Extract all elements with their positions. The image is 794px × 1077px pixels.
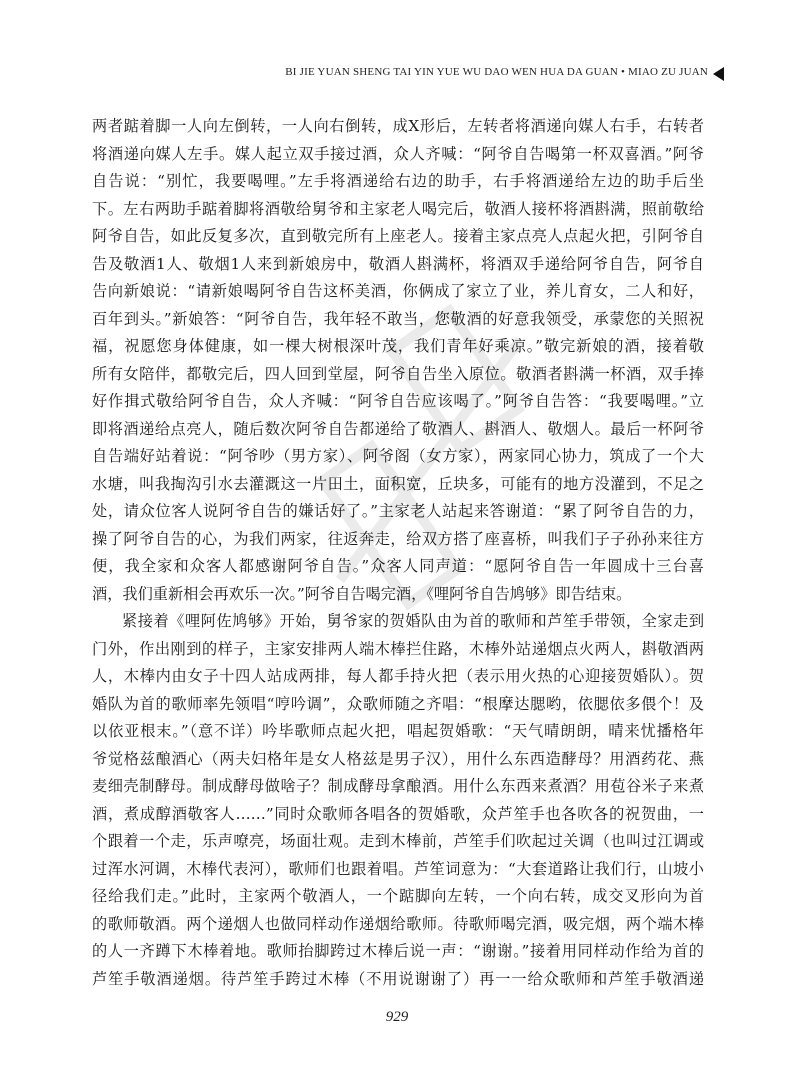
text-line: 过浑水河调，木棒代表河），歌师们也跟着唱。芦笙词意为：“大套道路让我们行，山坡小 [92,859,704,878]
text-line: 百年到头。”新娘答：“阿爷自告，我年轻不敢当，您敬酒的好意我领受，承蒙您的关照祝 [92,309,704,328]
text-line: 阿爷自告，如此反复多次，直到敬完所有上座老人。接着主家点亮人点起火把，引阿爷自 [92,227,704,245]
body-text [92,113,704,993]
text-line: 即将酒递给点亮人，随后数次阿爷自告都递给了敬酒人、斟酒人、敬烟人。最后一杯阿爷 [92,419,704,438]
text-line: 处，请众位客人说阿爷自告的嫌话好了。”主家老人站起来答谢道：“累了阿爷自告的力， [92,502,704,520]
text-line: 下。左右两助手踮着脚将酒敬给舅爷和主家老人喝完后，敬酒人接杯将酒斟满，照前敬给 [92,199,704,218]
text-line: 自告说：“别忙，我要喝哩。”左手将酒递给右边的助手，右手将酒递给左边的助手后坐 [92,172,704,190]
text-line: 芦笙手敬酒递烟。待芦笙手跨过木棒（不用说谢谢了）再一一给众歌师和芦笙手敬酒递 [92,969,704,988]
text-line: 便，我全家和众客人都感谢阿爷自告。”众客人同声道：“愿阿爷自告一年圆成十三台喜 [92,557,704,575]
text-line: 紧接着《哩阿佐鸠够》开始，舅爷家的贺婚队由为首的歌师和芦笙手带领，全家走到 [122,612,704,630]
text-line: 告向新娘说：“请新娘喝阿爷自告这杯美酒，你俩成了家立了业，养儿育女，二人和好， [92,282,704,300]
text-line: 将酒递向媒人左手。媒人起立双手接过酒，众人齐喊：“阿爷自告喝第一杯双喜酒。”阿爷 [92,144,704,163]
text-line: 自告端好站着说：“阿爷吵（男方家）、阿爷阁（女方家），两家同心协力，筑成了一个大 [92,447,704,465]
paragraph [92,608,704,993]
text-line: 门外，作出刚到的样子，主家安排两人端木棒拦住路，木棒外站递烟点火两人，斟敬酒两 [92,639,704,658]
text-line: 个跟着一个走，乐声嘹亮，场面壮观。走到木棒前，芦笙手们吹起过关调（也叫过江调或 [92,832,704,850]
text-line: 福，祝愿您身体健康，如一棵大树根深叶茂，我们青年好乘凉。”敬完新娘的酒，接着敬 [92,337,704,355]
text-line: 两者踮着脚一人向左倒转，一人向右倒转，成X形后，左转者将酒递向媒人右手，右转者 [92,117,704,135]
running-header [0,62,794,84]
text-line: 酒，我们重新相会再欢乐一次。”阿爷自告喝完酒，《哩阿爷自告鸠够》即告结束。 [92,584,632,603]
text-line: 所有女陪伴，都敬完后，四人回到堂屋，阿爷自告坐入原位。敬酒者斟满一杯酒，双手捧 [92,364,704,383]
page-number: 929 [385,1009,409,1025]
text-line: 好作揖式敬给阿爷自告，众人齐喊：“阿爷自告应该喝了。”阿爷自告答：“我要喝哩。”立 [92,392,704,410]
text-line: 酒，煮成醇酒敬客人……”同时众歌师各唱各的贺婚歌，众芦笙手也各吹各的祝贺曲，一 [92,804,704,823]
text-line: 水塘，叫我掏沟引水去灌溉这一片田土，面积宽，丘块多，可能有的地方没灌到，不足之 [92,474,704,493]
text-line: 婚队为首的歌师率先领唱“哼吟调”，众歌师随之齐唱：“根摩达腮哟，依腮依多偎个！及 [92,694,704,713]
text-line: 麦细壳制酵母。制成酵母做啥子？制成酵母拿酿酒。用什么东西来煮酒？用苞谷米子来煮 [92,777,704,795]
paragraph [92,113,704,608]
text-line: 的歌师敬酒。两个递烟人也做同样动作递烟给歌师。待歌师喝完酒，吸完烟，两个端木棒 [92,914,704,933]
text-line: 径给我们走。”此时，主家两个敬酒人，一个踮脚向左转，一个向右转，成交叉形向为首 [92,887,704,905]
triangle-marker-icon [713,67,724,81]
text-line: 爷觉格兹酿酒心（两夫妇格年是女人格兹是男子汉），用什么东西造酵母？用酒药花、燕 [92,749,704,768]
running-title: BI JIE YUAN SHENG TAI YIN YUE WU DAO WEN HUA DA GUAN • MIAO ZU JUAN [285,66,708,78]
text-line: 操了阿爷自告的心，为我们两家，往返奔走，给双方搭了座喜桥，叫我们子子孙孙来往方 [92,529,704,548]
text-line: 的人一齐蹲下木棒着地。歌师抬脚跨过木棒后说一声：“谢谢。”接着用同样动作给为首的 [92,942,704,960]
text-line: 告及敬酒1人、敬烟1人来到新娘房中，敬酒人斟满杯，将酒双手递给阿爷自告，阿爷自 [92,254,704,273]
text-line: 以依亚根末。”（意不详）吟毕歌师点起火把，唱起贺婚歌：“天气晴朗朗，晴来忧播格年 [92,722,704,740]
text-line: 人，木棒内由女子十四人站成两排，每人都手持火把（表示用火热的心迎接贺婚队）。贺 [92,667,704,685]
